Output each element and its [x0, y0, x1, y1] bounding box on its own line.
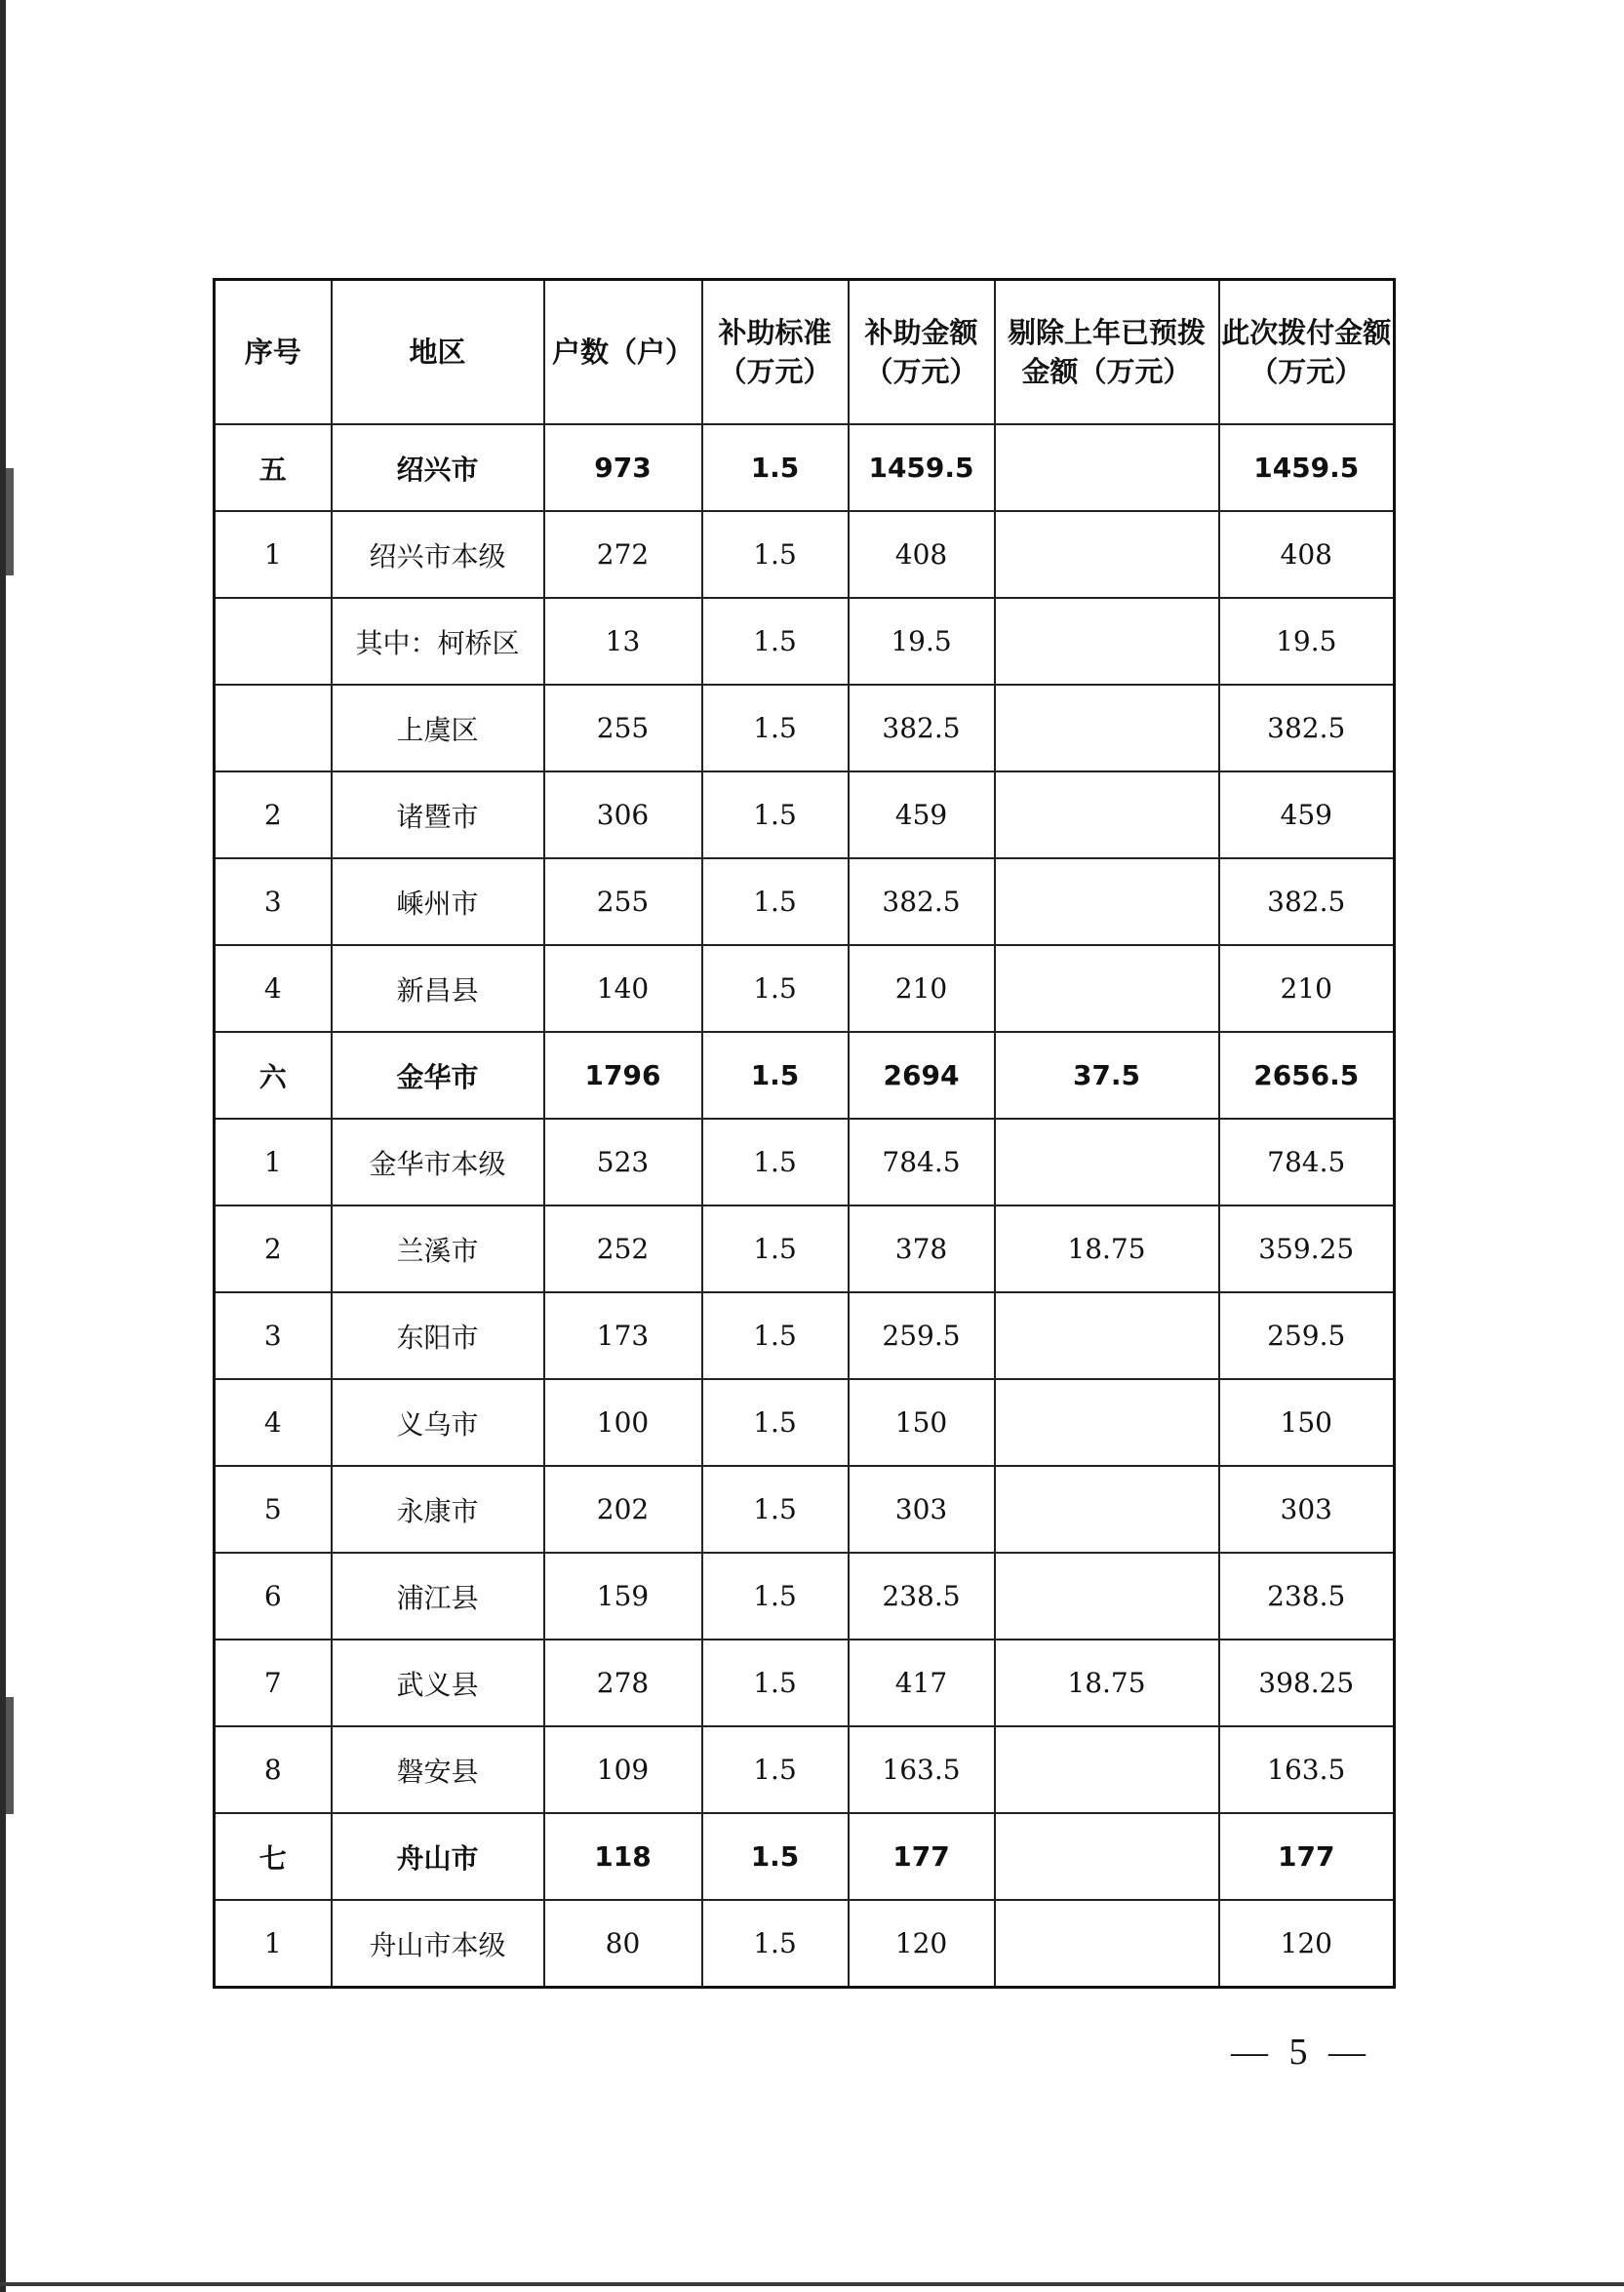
cell-pay: 163.5: [1219, 1726, 1395, 1813]
cell-pay: 210: [1219, 945, 1395, 1032]
cell-households: 523: [544, 1119, 702, 1205]
scan-bottom-edge: [0, 2282, 1624, 2286]
cell-deduct: [995, 945, 1219, 1032]
cell-pay: 408: [1219, 511, 1395, 598]
table-row: [215, 598, 1395, 685]
header-line: 剔除上年已预拨: [1007, 316, 1206, 349]
cell-standard: 1.5: [702, 1292, 849, 1379]
cell-pay: 784.5: [1219, 1119, 1395, 1205]
header-seq: [215, 280, 332, 425]
scan-mark: [6, 1697, 14, 1814]
table-row: [215, 1553, 1395, 1640]
subsidy-table-container: [213, 278, 1393, 1989]
cell-households: 202: [544, 1466, 702, 1553]
table-row-city-zhoushan: [215, 1813, 1395, 1900]
table-row: [215, 945, 1395, 1032]
cell-deduct: 37.5: [995, 1032, 1219, 1119]
cell-standard: 1.5: [702, 1205, 849, 1292]
cell-standard: 1.5: [702, 1379, 849, 1466]
cell-seq: 8: [215, 1726, 332, 1813]
cell-region: 上虞区: [332, 685, 544, 771]
table-row: [215, 858, 1395, 945]
cell-standard: 1.5: [702, 1900, 849, 1988]
cell-region: 金华市本级: [332, 1119, 544, 1205]
table-row: [215, 1466, 1395, 1553]
cell-region: 新昌县: [332, 945, 544, 1032]
cell-standard: 1.5: [702, 511, 849, 598]
cell-deduct: [995, 511, 1219, 598]
cell-region: 绍兴市: [332, 424, 544, 511]
cell-pay: 177: [1219, 1813, 1395, 1900]
table-row: [215, 1205, 1395, 1292]
header-line: 补助标准: [718, 316, 832, 349]
cell-region: 磐安县: [332, 1726, 544, 1813]
header-region: [332, 280, 544, 425]
cell-seq: 3: [215, 1292, 332, 1379]
cell-amount: 210: [849, 945, 995, 1032]
cell-amount: 382.5: [849, 858, 995, 945]
page-number: — 5 —: [1231, 2032, 1371, 2073]
cell-households: 109: [544, 1726, 702, 1813]
cell-region: 诸暨市: [332, 771, 544, 858]
header-line: 地区: [409, 336, 466, 369]
cell-deduct: [995, 1900, 1219, 1988]
cell-households: 100: [544, 1379, 702, 1466]
cell-seq: 六: [215, 1032, 332, 1119]
cell-households: 272: [544, 511, 702, 598]
cell-deduct: [995, 598, 1219, 685]
cell-households: 255: [544, 858, 702, 945]
cell-seq: 1: [215, 511, 332, 598]
cell-seq: 五: [215, 424, 332, 511]
cell-standard: 1.5: [702, 1813, 849, 1900]
cell-region: 舟山市: [332, 1813, 544, 1900]
cell-pay: 1459.5: [1219, 424, 1395, 511]
table-header-row: [215, 280, 1395, 425]
cell-pay: 150: [1219, 1379, 1395, 1466]
cell-households: 306: [544, 771, 702, 858]
cell-standard: 1.5: [702, 1032, 849, 1119]
cell-amount: 1459.5: [849, 424, 995, 511]
table-row: [215, 1292, 1395, 1379]
cell-standard: 1.5: [702, 685, 849, 771]
cell-seq: 2: [215, 771, 332, 858]
table-row: [215, 1379, 1395, 1466]
cell-deduct: [995, 1726, 1219, 1813]
cell-pay: 259.5: [1219, 1292, 1395, 1379]
cell-pay: 382.5: [1219, 858, 1395, 945]
cell-amount: 303: [849, 1466, 995, 1553]
header-line: 户数（户）: [551, 336, 693, 369]
cell-seq: [215, 685, 332, 771]
cell-pay: 459: [1219, 771, 1395, 858]
cell-standard: 1.5: [702, 858, 849, 945]
cell-households: 1796: [544, 1032, 702, 1119]
cell-amount: 2694: [849, 1032, 995, 1119]
cell-amount: 378: [849, 1205, 995, 1292]
header-households: [544, 280, 702, 425]
subsidy-table: [213, 278, 1396, 1989]
cell-seq: 3: [215, 858, 332, 945]
cell-amount: 417: [849, 1640, 995, 1726]
cell-amount: 408: [849, 511, 995, 598]
table-row-city-jinhua: [215, 1032, 1395, 1119]
cell-pay: 398.25: [1219, 1640, 1395, 1726]
cell-households: 278: [544, 1640, 702, 1726]
cell-deduct: [995, 1379, 1219, 1466]
table-row: [215, 771, 1395, 858]
header-line: （万元）: [718, 355, 832, 388]
cell-amount: 120: [849, 1900, 995, 1988]
cell-pay: 359.25: [1219, 1205, 1395, 1292]
cell-standard: 1.5: [702, 424, 849, 511]
cell-seq: 七: [215, 1813, 332, 1900]
cell-households: 252: [544, 1205, 702, 1292]
cell-pay: 238.5: [1219, 1553, 1395, 1640]
cell-households: 118: [544, 1813, 702, 1900]
cell-region: 金华市: [332, 1032, 544, 1119]
table-row-city-shaoxing: [215, 424, 1395, 511]
cell-seq: 1: [215, 1900, 332, 1988]
header-line: 序号: [244, 336, 301, 369]
cell-amount: 459: [849, 771, 995, 858]
cell-deduct: [995, 1813, 1219, 1900]
cell-standard: 1.5: [702, 771, 849, 858]
header-line: 此次拨付金额: [1221, 316, 1392, 349]
cell-amount: 163.5: [849, 1726, 995, 1813]
cell-region: 义乌市: [332, 1379, 544, 1466]
cell-standard: 1.5: [702, 1466, 849, 1553]
header-line: 金额（万元）: [1021, 355, 1192, 388]
cell-households: 173: [544, 1292, 702, 1379]
cell-deduct: [995, 1292, 1219, 1379]
scan-left-edge: [0, 0, 6, 2292]
header-line: （万元）: [1249, 355, 1364, 388]
cell-standard: 1.5: [702, 1553, 849, 1640]
cell-region: 兰溪市: [332, 1205, 544, 1292]
cell-deduct: [995, 685, 1219, 771]
header-amount: [849, 280, 995, 425]
cell-region: 舟山市本级: [332, 1900, 544, 1988]
cell-seq: 4: [215, 945, 332, 1032]
cell-amount: 382.5: [849, 685, 995, 771]
cell-pay: 19.5: [1219, 598, 1395, 685]
cell-seq: 6: [215, 1553, 332, 1640]
cell-amount: 177: [849, 1813, 995, 1900]
cell-deduct: [995, 424, 1219, 511]
table-row: [215, 685, 1395, 771]
cell-pay: 2656.5: [1219, 1032, 1395, 1119]
cell-deduct: 18.75: [995, 1640, 1219, 1726]
cell-seq: [215, 598, 332, 685]
cell-amount: 19.5: [849, 598, 995, 685]
cell-region: 其中：柯桥区: [332, 598, 544, 685]
cell-region: 浦江县: [332, 1553, 544, 1640]
table-row: [215, 1726, 1395, 1813]
cell-region: 武义县: [332, 1640, 544, 1726]
scan-mark: [6, 468, 14, 575]
cell-pay: 303: [1219, 1466, 1395, 1553]
cell-amount: 150: [849, 1379, 995, 1466]
cell-region: 东阳市: [332, 1292, 544, 1379]
table-row: [215, 1900, 1395, 1988]
header-pay: [1219, 280, 1395, 425]
cell-standard: 1.5: [702, 945, 849, 1032]
cell-households: 80: [544, 1900, 702, 1988]
cell-pay: 382.5: [1219, 685, 1395, 771]
header-deduct: [995, 280, 1219, 425]
cell-households: 973: [544, 424, 702, 511]
cell-pay: 120: [1219, 1900, 1395, 1988]
cell-seq: 7: [215, 1640, 332, 1726]
table-row: [215, 1119, 1395, 1205]
header-line: 补助金额: [864, 316, 978, 349]
header-line: （万元）: [864, 355, 978, 388]
cell-amount: 784.5: [849, 1119, 995, 1205]
cell-standard: 1.5: [702, 598, 849, 685]
cell-region: 嵊州市: [332, 858, 544, 945]
table-row: [215, 511, 1395, 598]
cell-amount: 259.5: [849, 1292, 995, 1379]
cell-households: 13: [544, 598, 702, 685]
cell-households: 159: [544, 1553, 702, 1640]
cell-deduct: [995, 1553, 1219, 1640]
cell-standard: 1.5: [702, 1640, 849, 1726]
cell-seq: 2: [215, 1205, 332, 1292]
cell-deduct: [995, 1466, 1219, 1553]
cell-deduct: 18.75: [995, 1205, 1219, 1292]
cell-seq: 4: [215, 1379, 332, 1466]
cell-households: 255: [544, 685, 702, 771]
cell-seq: 5: [215, 1466, 332, 1553]
cell-seq: 1: [215, 1119, 332, 1205]
cell-deduct: [995, 858, 1219, 945]
cell-deduct: [995, 1119, 1219, 1205]
cell-deduct: [995, 771, 1219, 858]
cell-standard: 1.5: [702, 1726, 849, 1813]
cell-amount: 238.5: [849, 1553, 995, 1640]
cell-households: 140: [544, 945, 702, 1032]
header-standard: [702, 280, 849, 425]
cell-region: 绍兴市本级: [332, 511, 544, 598]
cell-region: 永康市: [332, 1466, 544, 1553]
table-row: [215, 1640, 1395, 1726]
cell-standard: 1.5: [702, 1119, 849, 1205]
